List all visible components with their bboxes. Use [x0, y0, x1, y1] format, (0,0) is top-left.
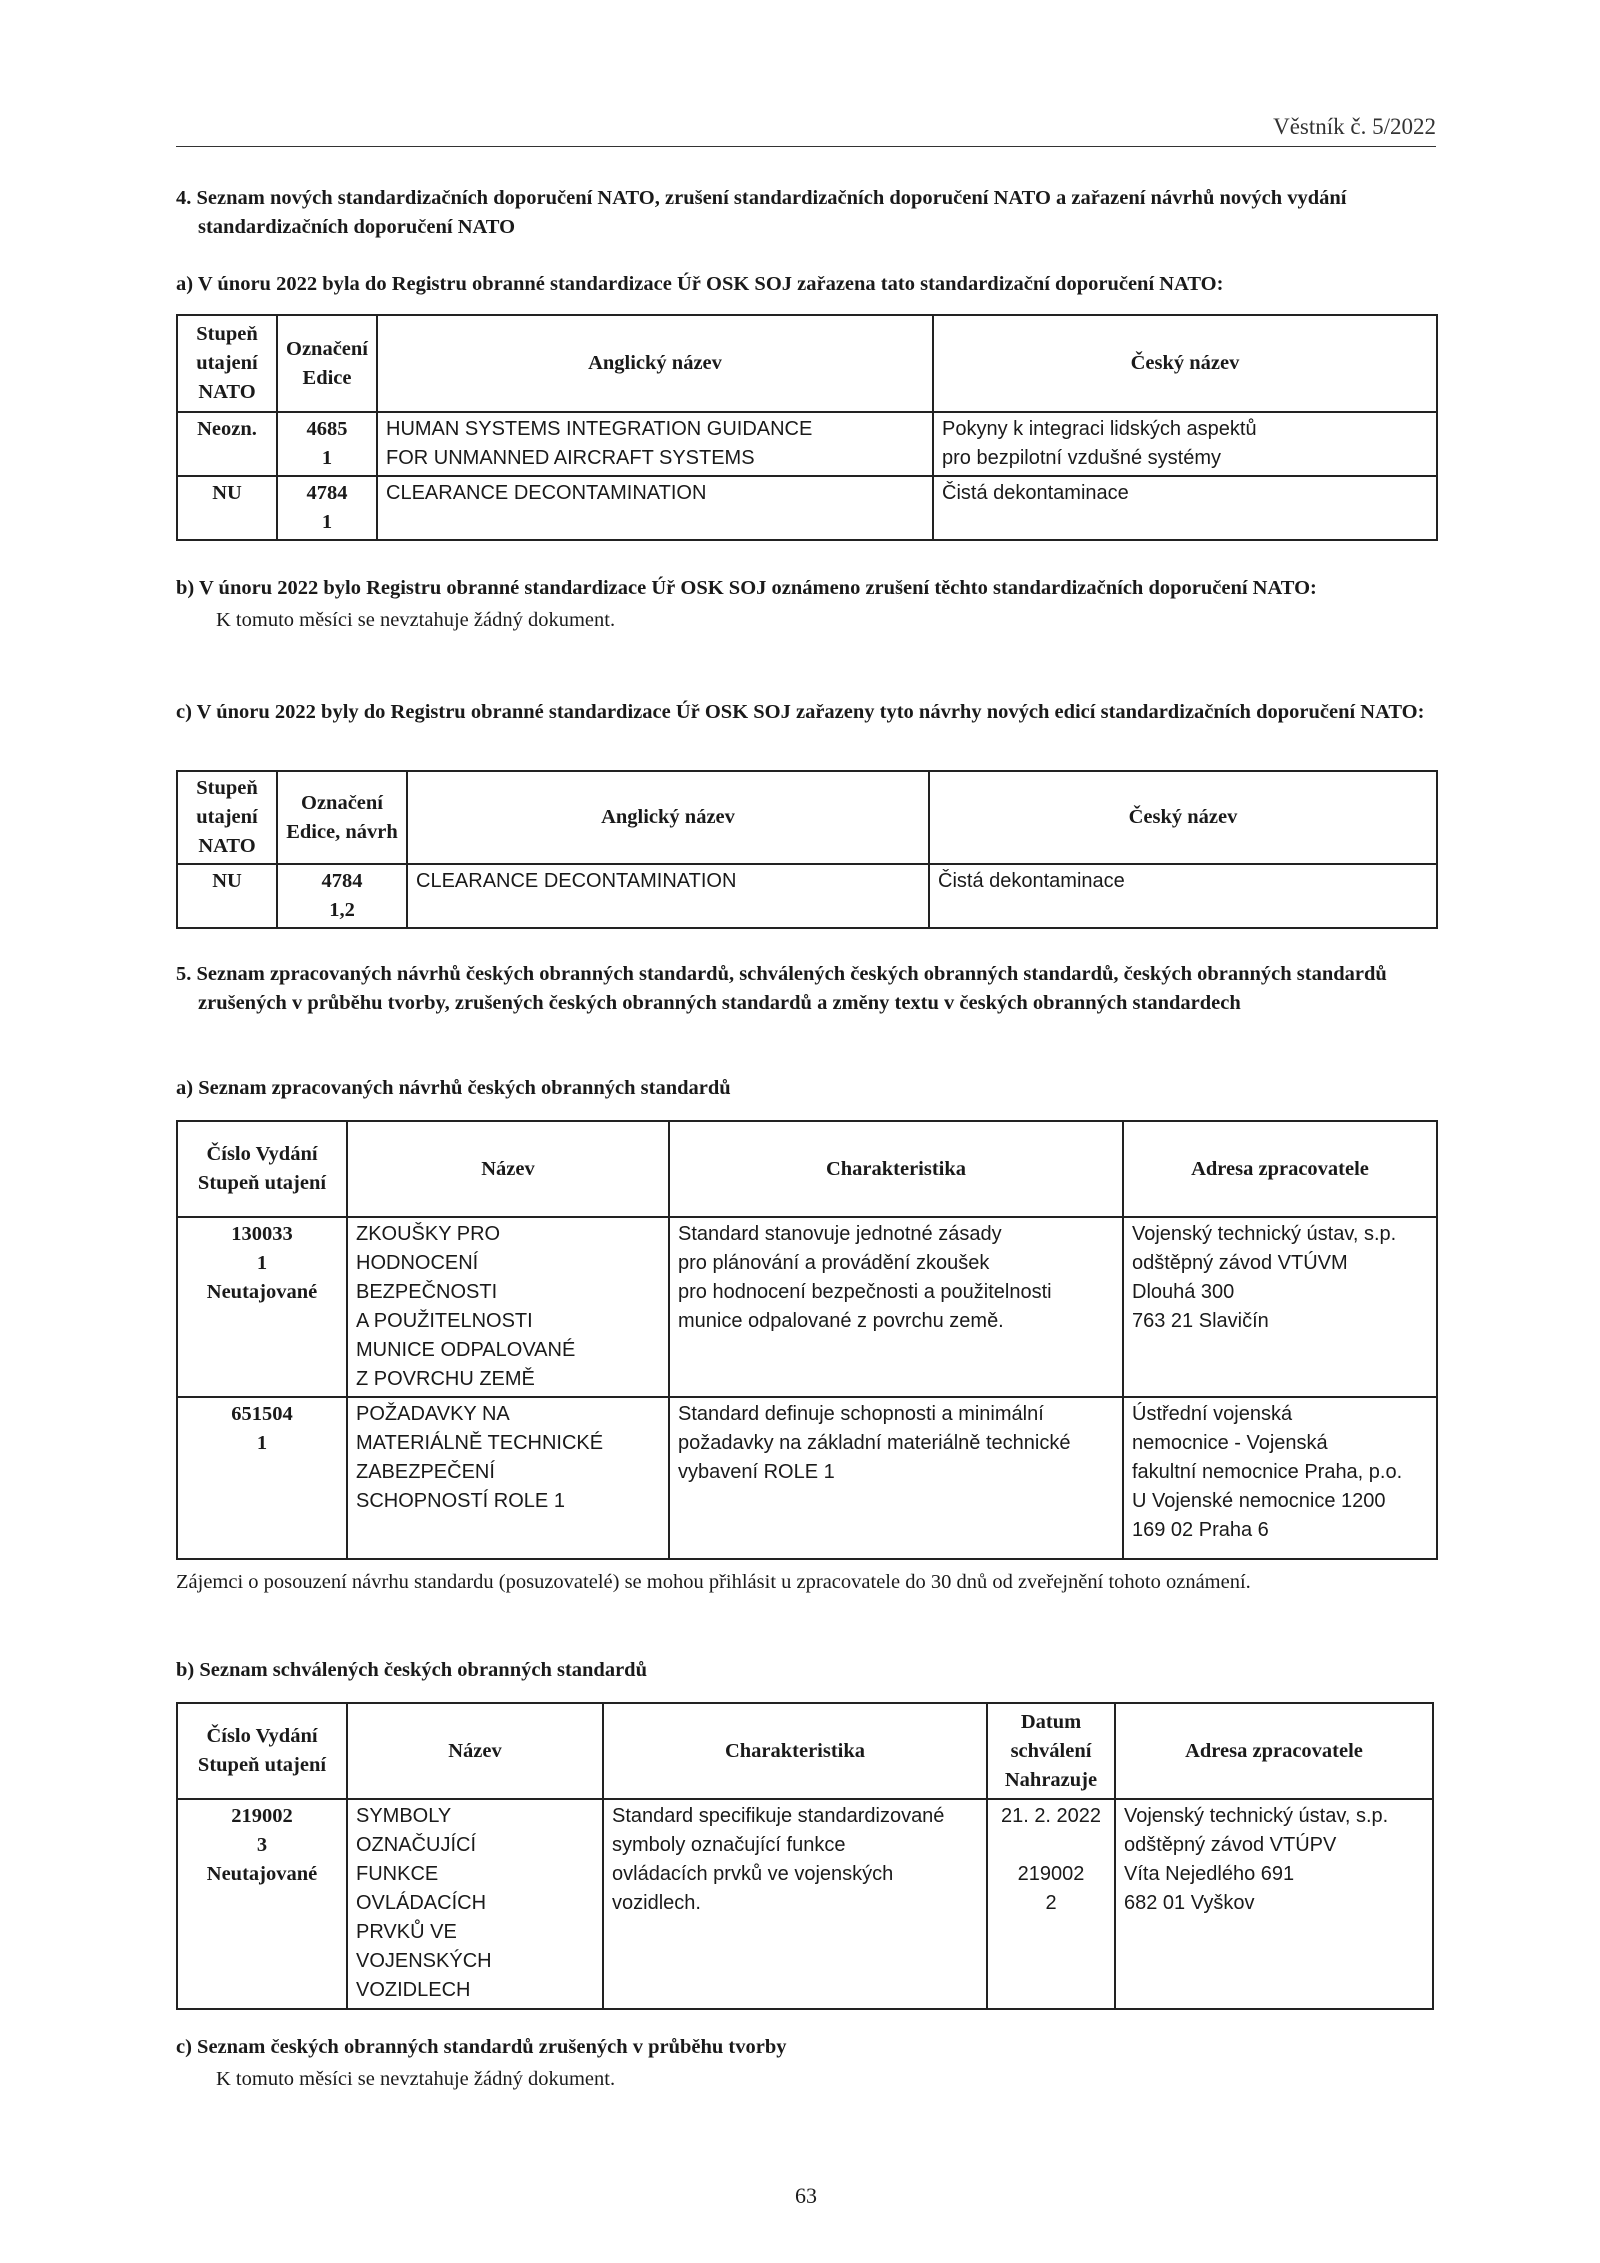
- processor-address: U Vojenské nemocnice 1200: [1132, 1490, 1386, 1512]
- table-row: [177, 1799, 1433, 2009]
- standard-name: VOJENSKÝCH: [356, 1950, 492, 1972]
- section5b-heading: b) Seznam schválených českých obranných standardů: [176, 1659, 647, 1681]
- col-header: Název: [347, 1121, 669, 1217]
- standard-name: ZKOUŠKY PRO: [356, 1223, 501, 1245]
- processor-address: 763 21 Slavičín: [1132, 1310, 1269, 1332]
- czech-name: Čistá dekontaminace: [938, 870, 1125, 892]
- id-cell: 4784: [306, 482, 348, 504]
- czech-name: Čistá dekontaminace: [942, 482, 1129, 504]
- page-number: 63: [795, 2183, 817, 2208]
- table-row: [177, 1217, 1437, 1397]
- col-header: Označení Edice: [277, 315, 377, 412]
- standard-number: 130033: [231, 1223, 293, 1245]
- table-row: [177, 476, 1437, 540]
- processor-address: odštěpný závod VTÚPV: [1124, 1834, 1337, 1856]
- standard-description: vybavení ROLE 1: [678, 1461, 835, 1483]
- standard-number: 219002: [231, 1805, 293, 1827]
- standard-name: A POUŽITELNOSTI: [356, 1310, 533, 1332]
- standard-edition: 3: [256, 1834, 268, 1856]
- col-header: Název: [347, 1703, 603, 1799]
- col-header: Adresa zpracovatele: [1123, 1121, 1437, 1217]
- col-header: Stupeň utajení NATO: [177, 315, 277, 412]
- standard-name: SCHOPNOSTÍ ROLE 1: [356, 1490, 565, 1512]
- standard-name: PRVKŮ VE: [356, 1921, 457, 1943]
- processor-address: Víta Nejedlého 691: [1124, 1863, 1295, 1885]
- replaces-number: 219002: [1017, 1863, 1085, 1885]
- col-header: Číslo Vydání Stupeň utajení: [177, 1121, 347, 1217]
- standard-description: symboly označující funkce: [612, 1834, 846, 1856]
- section4b-heading: b) V únoru 2022 bylo Registru obranné standardizace Úř OSK SOJ oznámeno zrušení těchto standardizačních doporučení NATO:: [176, 577, 1317, 599]
- section5c-note: K tomuto měsíci se nevztahuje žádný dokument.: [216, 2068, 616, 2090]
- level-cell: NU: [212, 482, 242, 504]
- standard-description: Standard definuje schopnosti a minimální: [678, 1403, 1044, 1425]
- standard-description: pro hodnocení bezpečnosti a použitelnosti: [678, 1281, 1052, 1303]
- drafts-table: [176, 1120, 1438, 1560]
- edition-cell: 1: [321, 447, 333, 469]
- replaces-edition: 2: [1045, 1892, 1057, 1914]
- id-cell: 4685: [306, 418, 348, 440]
- col-header: Stupeň utajení NATO: [177, 771, 277, 864]
- standard-name: OZNAČUJÍCÍ: [356, 1834, 476, 1856]
- standard-description: ovládacích prvků ve vojenských: [612, 1863, 894, 1885]
- standard-level: Neutajované: [206, 1863, 318, 1885]
- english-name: CLEARANCE DECONTAMINATION: [386, 482, 707, 504]
- section4c-heading: c) V únoru 2022 byly do Registru obranné standardizace Úř OSK SOJ zařazeny tyto návrhy nových edicí standardizačních doporučení NATO:: [176, 701, 1425, 723]
- standard-description: munice odpalované z povrchu země.: [678, 1310, 1004, 1332]
- col-header: Charakteristika: [603, 1703, 987, 1799]
- section4-heading: 4. Seznam nových standardizačních doporučení NATO, zrušení standardizačních doporučení NATO a zařazení návrhů nových vydání standardizačních doporučení NATO: [176, 187, 1347, 238]
- standard-level: Neutajované: [206, 1281, 318, 1303]
- standard-name: SYMBOLY: [356, 1805, 452, 1827]
- processor-address: Vojenský technický ústav, s.p.: [1132, 1223, 1397, 1245]
- level-cell: NU: [212, 870, 242, 892]
- standard-name: HODNOCENÍ: [356, 1252, 479, 1274]
- standard-description: Standard stanovuje jednotné zásady: [678, 1223, 1002, 1245]
- section5-heading: 5. Seznam zpracovaných návrhů českých obranných standardů, schválených českých obranných standardů, českých obranných standardů zrušených v průběhu tvorby, zrušených českých obranných standardů a změny textu v českých obranných standardech: [176, 963, 1387, 1014]
- nato-new-table: [176, 314, 1438, 541]
- standard-number: 651504: [231, 1403, 293, 1425]
- section5a-heading: a) Seznam zpracovaných návrhů českých obranných standardů: [176, 1077, 731, 1099]
- english-name: HUMAN SYSTEMS INTEGRATION GUIDANCE: [386, 418, 813, 440]
- standard-name: ZABEZPEČENÍ: [356, 1461, 495, 1483]
- col-header: Charakteristika: [669, 1121, 1123, 1217]
- col-header: Adresa zpracovatele: [1115, 1703, 1433, 1799]
- processor-address: 682 01 Vyškov: [1124, 1892, 1255, 1914]
- table-row: [177, 412, 1437, 476]
- col-header: Anglický název: [407, 771, 929, 864]
- standard-edition: 1: [256, 1252, 268, 1274]
- id-cell: 4784: [321, 870, 363, 892]
- standard-name: VOZIDLECH: [356, 1979, 471, 2001]
- processor-address: fakultní nemocnice Praha, p.o.: [1132, 1461, 1403, 1483]
- english-name: CLEARANCE DECONTAMINATION: [416, 870, 737, 892]
- standard-name: POŽADAVKY NA: [356, 1403, 510, 1425]
- processor-address: Ústřední vojenská: [1132, 1403, 1293, 1425]
- standard-name: MUNICE ODPALOVANÉ: [356, 1339, 576, 1361]
- standard-name: OVLÁDACÍCH: [356, 1892, 487, 1914]
- header-title: Věstník č. 5/2022: [1273, 114, 1436, 139]
- standard-name: Z POVRCHU ZEMĚ: [356, 1368, 535, 1390]
- col-header: Anglický název: [377, 315, 933, 412]
- section4a-heading: a) V únoru 2022 byla do Registru obranné standardizace Úř OSK SOJ zařazena tato standardizační doporučení NATO:: [176, 273, 1224, 295]
- approval-date: 21. 2. 2022: [1000, 1805, 1102, 1827]
- col-header: Český název: [933, 315, 1437, 412]
- section5c-heading: c) Seznam českých obranných standardů zrušených v průběhu tvorby: [176, 2036, 787, 2058]
- processor-address: Vojenský technický ústav, s.p.: [1124, 1805, 1389, 1827]
- edition-cell: 1: [321, 511, 333, 533]
- processor-address: nemocnice - Vojenská: [1132, 1432, 1328, 1454]
- standard-description: požadavky na základní materiálně technické: [678, 1432, 1071, 1454]
- approved-table: [176, 1702, 1434, 2010]
- standard-name: FUNKCE: [356, 1863, 439, 1885]
- section5a-note: Zájemci o posouzení návrhu standardu (posuzovatelé) se mohou přihlásit u zpracovatele do 30 dnů od zveřejnění tohoto oznámení.: [176, 1571, 1251, 1593]
- level-cell: Neozn.: [197, 418, 257, 440]
- col-header: Označení Edice, návrh: [277, 771, 407, 864]
- czech-name: pro bezpilotní vzdušné systémy: [942, 447, 1222, 469]
- table-row: [177, 1397, 1437, 1559]
- col-header: Český název: [929, 771, 1437, 864]
- standard-name: MATERIÁLNĚ TECHNICKÉ: [356, 1432, 604, 1454]
- english-name: FOR UNMANNED AIRCRAFT SYSTEMS: [386, 447, 755, 469]
- standard-description: pro plánování a provádění zkoušek: [678, 1252, 990, 1274]
- processor-address: odštěpný závod VTÚVM: [1132, 1252, 1348, 1274]
- col-header: Číslo Vydání Stupeň utajení: [177, 1703, 347, 1799]
- processor-address: 169 02 Praha 6: [1132, 1519, 1269, 1541]
- standard-description: vozidlech.: [612, 1892, 701, 1914]
- czech-name: Pokyny k integraci lidských aspektů: [942, 418, 1257, 440]
- section4b-note: K tomuto měsíci se nevztahuje žádný dokument.: [216, 609, 616, 631]
- processor-address: Dlouhá 300: [1132, 1281, 1235, 1303]
- col-header: Datum schválení Nahrazuje: [987, 1703, 1115, 1799]
- nato-draft-table: [176, 770, 1438, 929]
- standard-edition: 1: [256, 1432, 268, 1454]
- standard-description: Standard specifikuje standardizované: [612, 1805, 945, 1827]
- page-header: [176, 110, 1436, 147]
- standard-name: BEZPEČNOSTI: [356, 1281, 498, 1303]
- table-row: [177, 864, 1437, 928]
- edition-cell: 1,2: [329, 899, 355, 921]
